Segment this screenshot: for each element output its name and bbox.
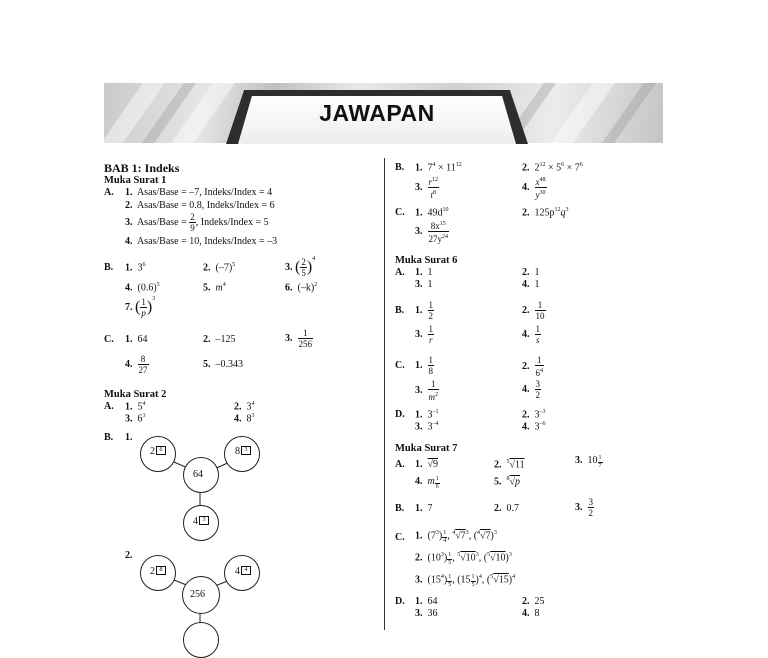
fraction: $\frac{2}{5}$ bbox=[301, 257, 306, 279]
question-label: C. bbox=[395, 360, 405, 371]
answer-item: 1. $3^{-1}$ bbox=[415, 409, 439, 421]
question-label: B. bbox=[104, 262, 114, 273]
fraction: $\frac{1}{8}$ bbox=[428, 355, 433, 376]
node-value: 4 3 bbox=[193, 516, 209, 527]
answer-item: 1. 64 bbox=[415, 596, 438, 607]
node-value: 2 6 bbox=[150, 446, 166, 457]
answer-item: 3. $\frac{r^{12}}{t^8}$ bbox=[415, 177, 439, 200]
answer-item: 3. 10 $\frac{1}{7}$ bbox=[575, 455, 602, 469]
question-label: C. bbox=[104, 334, 114, 345]
answer-item: 2. $\frac{1}{6^4}$ bbox=[522, 355, 543, 378]
answer-item: 2. $3^{-3}$ bbox=[522, 409, 546, 421]
answer-item: 4. 1 bbox=[522, 279, 540, 290]
fraction: $\frac{x^{48}}{y^{30}}$ bbox=[535, 177, 546, 200]
answer-item: 5. –0.343 bbox=[203, 359, 243, 370]
chapter-title: BAB 1: Indeks bbox=[104, 161, 180, 175]
answer-item: 2. $(10^3)$ $\frac{1}{5}$ , $^5√10^3$, $(^5√10)^3$ bbox=[415, 552, 512, 566]
answer-item: 1. bbox=[125, 432, 133, 443]
answer-item: 5. $m^4$ bbox=[203, 282, 226, 294]
answer-item: 1. 1 bbox=[415, 267, 433, 278]
fraction: $\frac{3}{2}$ bbox=[588, 497, 593, 518]
answer-item: 3. $6^3$ bbox=[125, 413, 146, 425]
answer-item: 4. $(0.6)^5$ bbox=[125, 282, 160, 294]
answer-item: 7. ( $\frac{1}{p}$ )$^3$ bbox=[125, 296, 156, 319]
answer-item: 2. $2^{12} \times 5^6 \times 7^6$ bbox=[522, 162, 583, 174]
page-title: JAWAPAN bbox=[319, 100, 435, 126]
node-value: 2 8 bbox=[150, 566, 166, 577]
answer-item: 4. Asas/Base = 10, Indeks/Index = –3 bbox=[125, 236, 278, 247]
answer-item: 2. $3^4$ bbox=[234, 401, 255, 413]
question-label: D. bbox=[395, 409, 405, 420]
answer-item: 5. $^8$√p bbox=[494, 476, 520, 488]
answer-item: 1. 7 bbox=[415, 503, 433, 514]
fraction: $\frac{1}{6}$ bbox=[435, 476, 439, 490]
question-label: C. bbox=[395, 532, 405, 543]
fraction: $\frac{1}{r}$ bbox=[428, 324, 433, 345]
answer-item: 1. $3^6$ bbox=[125, 262, 146, 274]
answer-item: 2. bbox=[125, 550, 133, 561]
answer-item: 3. 36 bbox=[415, 608, 438, 619]
answer-item: 1. $\frac{1}{2}$ bbox=[415, 300, 433, 321]
question-label: C. bbox=[395, 207, 405, 218]
question-label: B. bbox=[395, 162, 405, 173]
answer-item: 1. $7^4 \times 11^{12}$ bbox=[415, 162, 462, 174]
section-title: Muka Surat 1 bbox=[104, 175, 167, 186]
answer-item: 3. $(15^4)$ $\frac{1}{5}$ , (15 $\frac{1}{5}$ )$^4$, $(^5√15)^4$ bbox=[415, 574, 516, 588]
answer-item: 2. $^5$√11 bbox=[494, 459, 525, 471]
answer-item: 3. $\frac{1}{256}$ bbox=[285, 328, 312, 349]
fraction: $\frac{1}{4}$ bbox=[443, 530, 447, 544]
fraction: $\frac{1}{10}$ bbox=[535, 300, 545, 321]
fraction: $\frac{1}{256}$ bbox=[298, 328, 312, 349]
answer-item: 2. 0.7 bbox=[494, 503, 519, 514]
answer-item: 4. $\frac{x^{48}}{y^{30}}$ bbox=[522, 177, 546, 200]
answer-item: 2. $\frac{1}{10}$ bbox=[522, 300, 545, 321]
question-label: A. bbox=[104, 401, 114, 412]
answer-item: 3. $3^{-4}$ bbox=[415, 421, 439, 433]
answer-item: 3. $\frac{1}{r}$ bbox=[415, 324, 433, 345]
fraction: $\frac{1}{6^4}$ bbox=[535, 355, 543, 378]
answer-item: 2. $125p^{12}q^3$ bbox=[522, 207, 569, 219]
answer-item: 4. $3^{-6}$ bbox=[522, 421, 546, 433]
answer-item: 2. –125 bbox=[203, 334, 236, 345]
answer-item: 1. Asas/Base = –7, Indeks/Index = 4 bbox=[125, 187, 273, 198]
fraction: $\frac{8x^{15}}{27y^{24}}$ bbox=[428, 221, 448, 244]
node-value: 8 3 bbox=[235, 446, 251, 457]
question-label: A. bbox=[395, 459, 405, 470]
question-label: A. bbox=[104, 187, 114, 198]
fraction: $\frac{8}{27}$ bbox=[138, 354, 148, 375]
answer-item: 6. $(-k)^2$ bbox=[285, 282, 318, 294]
answer-item: 3. ( $\frac{2}{5}$ )$^4$ bbox=[285, 256, 316, 279]
node-value: 64 bbox=[193, 469, 203, 480]
fraction: $\frac{1}{7}$ bbox=[598, 455, 602, 469]
fraction: $\frac{1}{m^2}$ bbox=[428, 379, 438, 402]
node-value: 256 bbox=[190, 589, 205, 600]
question-label: D. bbox=[395, 596, 405, 607]
section-title: Muka Surat 7 bbox=[395, 443, 458, 454]
question-label: B. bbox=[395, 503, 405, 514]
fraction: $\frac{1}{p}$ bbox=[141, 297, 146, 319]
answer-item: 4. $\frac{8}{27}$ bbox=[125, 354, 148, 375]
answer-item: 4. $\frac{3}{2}$ bbox=[522, 379, 540, 400]
answer-item: 2. $(-7)^5$ bbox=[203, 262, 236, 274]
answer-item: 3. $\frac{8x^{15}}{27y^{24}}$ bbox=[415, 221, 448, 244]
answer-item: 4. 8 bbox=[522, 608, 540, 619]
answer-item: 3. $\frac{3}{2}$ bbox=[575, 497, 593, 518]
answer-item: 4. $8^3$ bbox=[234, 413, 255, 425]
answer-item: 3. Asas/Base = $\frac{2}{9}$ , Indeks/Index = 5 bbox=[125, 212, 269, 233]
answer-item: 1. $49d^{10}$ bbox=[415, 207, 449, 219]
fraction: $\frac{1}{5}$ bbox=[448, 552, 452, 566]
node-value: 4 4 bbox=[235, 566, 251, 577]
question-label: B. bbox=[395, 305, 405, 316]
answer-item: 2. 1 bbox=[522, 267, 540, 278]
answer-item: 1. $5^4$ bbox=[125, 401, 146, 413]
answer-item: 3. 1 bbox=[415, 279, 433, 290]
section-title: Muka Surat 6 bbox=[395, 255, 458, 266]
answer-item: 1. 64 bbox=[125, 334, 148, 345]
fraction: $\frac{1}{s}$ bbox=[535, 324, 540, 345]
answer-item: 3. $\frac{1}{m^2}$ bbox=[415, 379, 438, 402]
fraction: $\frac{r^{12}}{t^8}$ bbox=[428, 177, 439, 200]
answer-item: 1. $(7^3)$ $\frac{1}{4}$ , $^4√7^3$, $(^4√7)^3$ bbox=[415, 530, 497, 544]
fraction: $\frac{3}{2}$ bbox=[535, 379, 540, 400]
answer-item: 2. Asas/Base = 0.8, Indeks/Index = 6 bbox=[125, 200, 275, 211]
question-label: B. bbox=[104, 432, 114, 443]
fraction: $\frac{2}{9}$ bbox=[190, 212, 195, 233]
diagram-node bbox=[183, 622, 219, 658]
question-label: A. bbox=[395, 267, 405, 278]
answer-item: 2. 25 bbox=[522, 596, 545, 607]
answer-item: 1. $\frac{1}{8}$ bbox=[415, 355, 433, 376]
answer-item: 4. $\frac{1}{s}$ bbox=[522, 324, 540, 345]
fraction: $\frac{1}{5}$ bbox=[448, 574, 452, 588]
section-title: Muka Surat 2 bbox=[104, 389, 167, 400]
fraction: $\frac{1}{2}$ bbox=[428, 300, 433, 321]
answer-item: 1. √9 bbox=[415, 459, 438, 470]
answer-item: 4. m $\frac{1}{6}$ bbox=[415, 476, 439, 490]
fraction: $\frac{1}{5}$ bbox=[471, 574, 475, 588]
